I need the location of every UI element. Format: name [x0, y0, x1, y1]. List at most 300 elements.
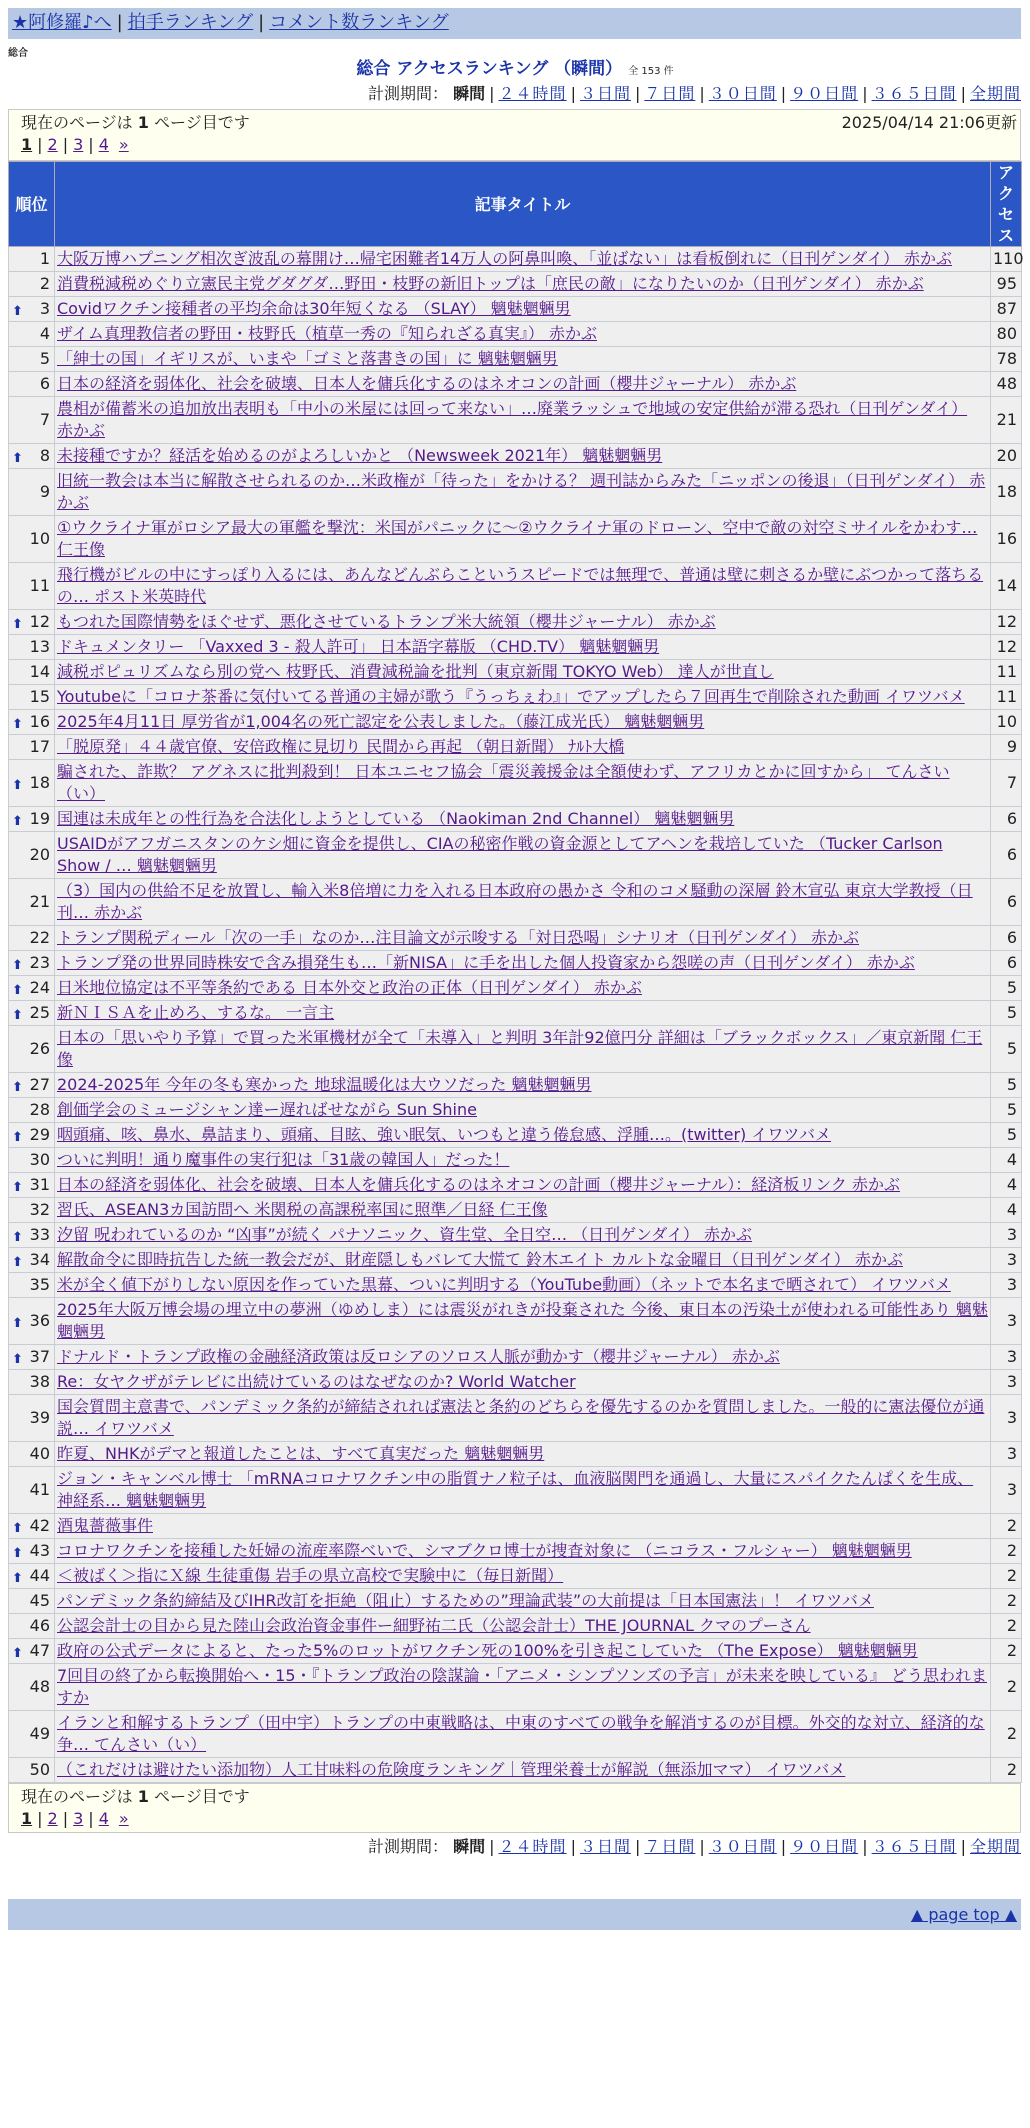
article-link[interactable]: 未接種ですか？経活を始めるのがよろしいかと （Newsweek 2021年） 魑魅魍魎男	[57, 446, 663, 465]
rank-number: 36	[29, 1311, 50, 1330]
rank-number: 50	[29, 1760, 50, 1779]
rank-cell	[9, 1173, 55, 1198]
table-row	[9, 247, 1022, 272]
table-row	[9, 1001, 1022, 1026]
access-count: 95	[991, 272, 1022, 297]
rank-up-arrow-icon: ⬆	[12, 1316, 23, 1331]
article-link[interactable]: 新ＮＩＳＡを止めろ、するな。 一言主	[57, 1003, 335, 1022]
comment-ranking-link[interactable]: コメント数ランキング	[269, 12, 449, 33]
rank-up-arrow-icon: ⬆	[12, 1130, 23, 1145]
current-page-text: 現在のページは 1 ページ目です	[21, 1787, 250, 1806]
page-top-link[interactable]: ▲ page top ▲	[910, 1905, 1017, 1924]
rank-number: 23	[29, 953, 50, 972]
article-link[interactable]: もつれた国際情勢をほぐせず、悪化させているトランプ米大統領（櫻井ジャーナル） 赤かぶ	[57, 612, 716, 631]
article-link[interactable]: 騙された、詐欺？ アグネスに批判殺到！ 日本ユニセフ協会「震災義援金は全額使わず、アフリカとかに回すから」 てんさい（い）	[57, 762, 950, 803]
access-count: 3	[991, 1370, 1022, 1395]
title-cell	[55, 1614, 991, 1639]
table-row	[9, 926, 1022, 951]
period-link-all[interactable]: 全期間	[969, 84, 1021, 103]
article-link[interactable]: 日本の「思いやり予算」で買った米軍機材が全て「未導入」と判明 3年計92億円分 詳細は「ブラックボックス」／東京新聞 仁王像	[57, 1028, 983, 1069]
title-cell	[55, 685, 991, 710]
ranking-table	[8, 161, 1022, 1783]
rank-cell	[9, 1711, 55, 1758]
article-link[interactable]: 政府の公式データによると、たった5%のロットがワクチン死の100%を引き起こしていた （The Expose） 魑魅魍魎男	[57, 1641, 918, 1660]
table-row	[9, 1395, 1022, 1442]
title-cell	[55, 879, 991, 926]
period-link-365d[interactable]: ３６５日間	[871, 1837, 957, 1856]
article-link[interactable]: 2025年大阪万博会場の埋立中の夢洲（ゆめしま）には震災がれきが投棄された 今後、東日本の汚染土が使われる可能性あり 魑魅魍魎男	[57, 1300, 988, 1341]
title-cell	[55, 1564, 991, 1589]
rank-number: 30	[29, 1150, 50, 1169]
article-link[interactable]: ＜被ばく＞指にＸ線 生徒重傷 岩手の県立高校で実験中に（毎日新聞）	[57, 1566, 564, 1585]
rank-cell	[9, 297, 55, 322]
page-link-2[interactable]: 2	[47, 135, 58, 154]
table-row	[9, 832, 1022, 879]
rank-number: 20	[29, 845, 50, 864]
title-cell	[55, 469, 991, 516]
rank-number: 11	[29, 576, 50, 595]
title-cell	[55, 1395, 991, 1442]
article-link[interactable]: 国会質問主意書で、パンデミック条約が締結されれば憲法と条約のどちらを優先するのかを質問しました。一般的に憲法優位が通説… イワツバメ	[57, 1397, 985, 1438]
article-link[interactable]: トランプ発の世界同時株安で含み損発生も…「新NISA」に手を出した個人投資家から怨嗟の声（日刊ゲンダイ） 赤かぶ	[57, 953, 915, 972]
access-count: 14	[991, 563, 1022, 610]
page-link-4[interactable]: 4	[98, 1809, 109, 1828]
rank-cell	[9, 976, 55, 1001]
table-row	[9, 347, 1022, 372]
table-row	[9, 297, 1022, 322]
article-link[interactable]: 農相が備蓄米の追加放出表明も「中小の米屋には回って来ない」…廃業ラッシュで地域の安定供給が滞る恐れ（日刊ゲンダイ） 赤かぶ	[57, 399, 968, 440]
access-count: 2	[991, 1711, 1022, 1758]
title-cell	[55, 1711, 991, 1758]
access-count: 3	[991, 1395, 1022, 1442]
rank-cell	[9, 1442, 55, 1467]
rank-number: 3	[39, 299, 50, 318]
rank-number: 17	[29, 737, 50, 756]
access-count: 4	[991, 1173, 1022, 1198]
access-count: 6	[991, 807, 1022, 832]
col-access-header: アクセス	[991, 162, 1022, 247]
access-count: 3	[991, 1248, 1022, 1273]
rank-cell	[9, 951, 55, 976]
title-cell	[55, 951, 991, 976]
title-cell	[55, 1514, 991, 1539]
table-row	[9, 1370, 1022, 1395]
col-rank-header: 順位	[9, 162, 55, 247]
article-link[interactable]: 日本の経済を弱体化、社会を破壊、日本人を傭兵化するのはネオコンの計画（櫻井ジャーナル）：経済板リンク 赤かぶ	[57, 1175, 901, 1194]
rank-cell	[9, 1298, 55, 1345]
rank-cell	[9, 685, 55, 710]
article-link[interactable]: 国連は未成年との性行為を合法化しようとしている （Naokiman 2nd Channel） 魑魅魍魎男	[57, 809, 735, 828]
rank-number: 33	[29, 1225, 50, 1244]
pager-bottom	[8, 1783, 1021, 1833]
rank-cell	[9, 444, 55, 469]
title-cell	[55, 807, 991, 832]
access-count: 87	[991, 297, 1022, 322]
access-count: 11	[991, 660, 1022, 685]
article-link[interactable]: トランプ関税ディール「次の一手」なのか…注目論文が示唆する「対日恐喝」シナリオ（日刊ゲンダイ） 赤かぶ	[57, 928, 860, 947]
period-link-7d[interactable]: ７日間	[644, 1837, 696, 1856]
current-page-text: 現在のページは 1 ページ目です	[21, 113, 250, 132]
title-cell	[55, 1198, 991, 1223]
title-cell	[55, 1026, 991, 1073]
access-count: 6	[991, 951, 1022, 976]
article-link[interactable]: 創価学会のミュージシャン達ー遅ればせながら Sun Shine	[57, 1100, 477, 1119]
article-link[interactable]: パンデミック条約締結及びIHR改訂を拒絶（阻止）するための”理論武装”の大前提は「日本国憲法」！ イワツバメ	[57, 1591, 874, 1610]
title-cell	[55, 1758, 991, 1783]
title-cell	[55, 444, 991, 469]
table-row	[9, 1467, 1022, 1514]
rank-cell	[9, 1073, 55, 1098]
article-link[interactable]: 2024-2025年 今年の冬も寒かった 地球温暖化は大ウソだった 魑魅魍魎男	[57, 1075, 592, 1094]
period-link-3d[interactable]: ３日間	[579, 84, 631, 103]
title-cell	[55, 1370, 991, 1395]
period-selector-top: 計測期間： 瞬間 | ２４時間 | ３日間 | ７日間 | ３０日間 | ９０日間 | ３６５日間 | 全期間	[368, 84, 1021, 103]
table-row	[9, 635, 1022, 660]
rank-cell	[9, 372, 55, 397]
title-cell	[55, 832, 991, 879]
article-link[interactable]: 「脱原発」４４歳官僚、安倍政権に見切り 民間から再起 （朝日新聞） ﾅﾙﾄ大橋	[57, 737, 625, 756]
access-count: 6	[991, 832, 1022, 879]
rank-number: 43	[29, 1541, 50, 1560]
rank-number: 29	[29, 1125, 50, 1144]
article-link[interactable]: 旧統一教会は本当に解散させられるのか…米政権が「待った」をかける？ 週刊誌からみた「ニッポンの後退」（日刊ゲンダイ） 赤かぶ	[57, 471, 986, 512]
rank-number: 12	[29, 612, 50, 631]
rank-cell	[9, 1564, 55, 1589]
period-link-all[interactable]: 全期間	[969, 1837, 1021, 1856]
rank-number: 9	[39, 482, 50, 501]
access-count: 5	[991, 1123, 1022, 1148]
ranking-title: 総合 アクセスランキング （瞬間）	[356, 59, 623, 79]
period-current: 瞬間	[453, 1837, 486, 1856]
access-count: 6	[991, 879, 1022, 926]
rank-cell	[9, 1148, 55, 1173]
access-count: 2	[991, 1514, 1022, 1539]
rank-cell	[9, 1198, 55, 1223]
rank-number: 41	[29, 1480, 50, 1499]
table-row	[9, 1123, 1022, 1148]
access-count: 4	[991, 1198, 1022, 1223]
rank-number: 44	[29, 1566, 50, 1585]
table-row	[9, 951, 1022, 976]
rank-number: 31	[29, 1175, 50, 1194]
access-count: 3	[991, 1467, 1022, 1514]
article-link[interactable]: 解散命令に即時抗告した統一教会だが、財産隠しもバレて大慌て 鈴木エイト カルトな金曜日（日刊ゲンダイ） 赤かぶ	[57, 1250, 903, 1269]
period-link-3d[interactable]: ３日間	[579, 1837, 631, 1856]
table-row	[9, 1223, 1022, 1248]
table-row	[9, 272, 1022, 297]
article-link[interactable]: 習氏、ASEAN3カ国訪問へ 米関税の高課税率国に照準／日経 仁王像	[57, 1200, 548, 1219]
period-selector-bottom: 計測期間： 瞬間 | ２４時間 | ３日間 | ７日間 | ３０日間 | ９０日間 | ３６５日間 | 全期間	[368, 1837, 1021, 1856]
title-cell	[55, 1098, 991, 1123]
rank-cell	[9, 1001, 55, 1026]
period-link-90d[interactable]: ９０日間	[790, 1837, 859, 1856]
table-row	[9, 1639, 1022, 1664]
article-link[interactable]: 減税ポピュリズムなら別の党へ 枝野氏、消費減税論を批判（東京新聞 TOKYO Web） 達人が世直し	[57, 662, 774, 681]
rank-cell	[9, 563, 55, 610]
applause-ranking-link[interactable]: 拍手ランキング	[127, 12, 254, 33]
rank-up-arrow-icon: ⬆	[12, 1008, 23, 1023]
rank-up-arrow-icon: ⬆	[12, 1230, 23, 1245]
title-cell	[55, 247, 991, 272]
rank-cell	[9, 347, 55, 372]
access-count: 2	[991, 1589, 1022, 1614]
table-row	[9, 760, 1022, 807]
separator: |	[116, 12, 123, 33]
rank-up-arrow-icon: ⬆	[12, 958, 23, 973]
rank-cell	[9, 807, 55, 832]
rank-number: 15	[29, 687, 50, 706]
rank-cell	[9, 1614, 55, 1639]
access-count: 5	[991, 1026, 1022, 1073]
rank-up-arrow-icon: ⬆	[12, 778, 23, 793]
rank-number: 7	[39, 410, 50, 429]
access-count: 48	[991, 372, 1022, 397]
article-link[interactable]: 酒鬼薔薇事件	[57, 1516, 154, 1535]
table-row	[9, 807, 1022, 832]
rank-cell	[9, 1664, 55, 1711]
rank-cell	[9, 1248, 55, 1273]
access-count: 110	[991, 247, 1022, 272]
rank-cell	[9, 879, 55, 926]
rank-up-arrow-icon: ⬆	[12, 1080, 23, 1095]
table-row	[9, 1298, 1022, 1345]
rank-number: 47	[29, 1641, 50, 1660]
rank-up-arrow-icon: ⬆	[12, 1352, 23, 1367]
access-count: 2	[991, 1539, 1022, 1564]
rank-up-arrow-icon: ⬆	[12, 1646, 23, 1661]
rank-up-arrow-icon: ⬆	[12, 1571, 23, 1586]
rank-cell	[9, 1589, 55, 1614]
rank-cell	[9, 397, 55, 444]
rank-number: 39	[29, 1408, 50, 1427]
rank-number: 16	[29, 712, 50, 731]
pager-top	[8, 109, 1021, 161]
access-count: 2	[991, 1639, 1022, 1664]
rank-up-arrow-icon: ⬆	[12, 1546, 23, 1561]
period-link-7d[interactable]: ７日間	[644, 84, 696, 103]
access-count: 5	[991, 1073, 1022, 1098]
article-link[interactable]: ザイム真理教信者の野田・枝野氏（植草一秀の『知られざる真実』） 赤かぶ	[57, 324, 597, 343]
access-count: 16	[991, 516, 1022, 563]
rank-cell	[9, 247, 55, 272]
rank-cell	[9, 1026, 55, 1073]
rank-cell	[9, 1539, 55, 1564]
table-row	[9, 610, 1022, 635]
page-next-link[interactable]: »	[118, 135, 129, 154]
rank-up-arrow-icon: ⬆	[12, 717, 23, 732]
title-cell	[55, 735, 991, 760]
access-count: 2	[991, 1758, 1022, 1783]
rank-number: 22	[29, 928, 50, 947]
title-cell	[55, 347, 991, 372]
bottom-bar	[8, 1899, 1021, 1930]
article-link[interactable]: 汐留 呪われているのか “凶事”が続く パナソニック、資生堂、全日空… （日刊ゲンダイ） 赤かぶ	[57, 1225, 752, 1244]
rank-number: 38	[29, 1372, 50, 1391]
rank-cell	[9, 1223, 55, 1248]
access-count: 3	[991, 1223, 1022, 1248]
page-link-3[interactable]: 3	[73, 135, 84, 154]
title-cell	[55, 1639, 991, 1664]
article-link[interactable]: 7回目の終了から転換開始へ・15・『トランプ政治の陰謀論・「アニメ・シンプソンズの予言」が未来を映している』 どう思われますか	[57, 1666, 987, 1707]
rank-cell	[9, 610, 55, 635]
article-link[interactable]: ①ウクライナ軍がロシア最大の軍艦を撃沈：米国がパニックに〜②ウクライナ軍のドローン、空中で敵の対空ミサイルをかわす… 仁王像	[57, 518, 978, 559]
title-cell	[55, 976, 991, 1001]
rank-up-arrow-icon: ⬆	[12, 814, 23, 829]
table-row	[9, 1073, 1022, 1098]
table-row	[9, 735, 1022, 760]
home-link[interactable]: ★阿修羅♪へ	[12, 12, 112, 33]
table-row	[9, 1273, 1022, 1298]
table-row	[9, 1711, 1022, 1758]
article-link[interactable]: 消費税減税めぐり立憲民主党グダグダ…野田・枝野の新旧トップは「庶民の敵」になりたいのか（日刊ゲンダイ） 赤かぶ	[57, 274, 924, 293]
rank-number: 40	[29, 1444, 50, 1463]
rank-cell	[9, 1370, 55, 1395]
page-link-2[interactable]: 2	[47, 1809, 58, 1828]
rank-up-arrow-icon: ⬆	[12, 1255, 23, 1270]
rank-cell	[9, 760, 55, 807]
title-cell	[55, 397, 991, 444]
period-label: 計測期間：	[368, 1837, 449, 1856]
rank-cell	[9, 710, 55, 735]
access-count: 3	[991, 1273, 1022, 1298]
table-header-row	[9, 162, 1022, 247]
article-link[interactable]: Covidワクチン接種者の平均余命は30年短くなる （SLAY） 魑魅魍魎男	[57, 299, 571, 318]
table-row	[9, 660, 1022, 685]
article-link[interactable]: Re：女ヤクザがテレビに出続けているのはなぜなのか? World Watcher	[57, 1372, 576, 1391]
period-link-24h[interactable]: ２４時間	[498, 84, 567, 103]
rank-number: 45	[29, 1591, 50, 1610]
table-row	[9, 372, 1022, 397]
rank-number: 48	[29, 1677, 50, 1696]
rank-cell	[9, 1098, 55, 1123]
article-link[interactable]: Youtubeに「コロナ茶番に気付いてる普通の主婦が歌う『うっちぇわ』」でアップしたら７回再生で削除された動画 イワツバメ	[57, 687, 965, 706]
article-link[interactable]: コロナワクチンを接種した妊婦の流産率際べいで、シマブクロ博士が捜査対象に （ニコラス・フルシャー） 魑魅魍魎男	[57, 1541, 912, 1560]
article-link[interactable]: ジョン・キャンベル博士 「mRNAコロナワクチン中の脂質ナノ粒子は、血液脳関門を通過し、大量にスパイクたんぱくを生成、神経系… 魑魅魍魎男	[57, 1469, 974, 1510]
rank-number: 49	[29, 1724, 50, 1743]
title-cell	[55, 710, 991, 735]
rank-up-arrow-icon: ⬆	[12, 983, 23, 998]
updated-timestamp: 2025/04/14 21:06更新	[841, 113, 1017, 132]
article-link[interactable]: 大阪万博ハプニング相次ぎ波乱の幕開け…帰宅困難者14万人の阿鼻叫喚、「並ばない」は看板倒れに（日刊ゲンダイ） 赤かぶ	[57, 249, 953, 268]
table-row	[9, 444, 1022, 469]
table-row	[9, 1442, 1022, 1467]
title-cell	[55, 1442, 991, 1467]
page-next-link[interactable]: »	[118, 1809, 129, 1828]
rank-number: 4	[39, 324, 50, 343]
article-link[interactable]: ドキュメンタリー 「Vaxxed 3 - 殺人許可」 日本語字幕版 （CHD.TV） 魑魅魍魎男	[57, 637, 660, 656]
rank-up-arrow-icon: ⬆	[12, 1180, 23, 1195]
period-link-90d[interactable]: ９０日間	[790, 84, 859, 103]
table-row	[9, 1664, 1022, 1711]
rank-number: 8	[39, 446, 50, 465]
access-count: 5	[991, 976, 1022, 1001]
article-link[interactable]: 米が全く値下がりしない原因を作っていた黒幕、ついに判明する（YouTube動画）（ネットで本名まで晒されて） イワツバメ	[57, 1275, 951, 1294]
page-current: 1	[21, 135, 33, 154]
table-row	[9, 322, 1022, 347]
item-count: 全 153 件	[628, 66, 674, 77]
rank-number: 46	[29, 1616, 50, 1635]
title-cell	[55, 1664, 991, 1711]
access-count: 5	[991, 1098, 1022, 1123]
access-count: 3	[991, 1345, 1022, 1370]
article-link[interactable]: ついに判明！通り魔事件の実行犯は「31歳の韓国人」だった！	[57, 1150, 510, 1169]
title-cell	[55, 1123, 991, 1148]
rank-cell	[9, 1514, 55, 1539]
table-row	[9, 976, 1022, 1001]
page-links: 1 | 2 | 3 | 4 »	[21, 135, 129, 154]
top-nav-bar	[8, 8, 1021, 39]
title-cell	[55, 516, 991, 563]
rank-number: 5	[39, 349, 50, 368]
rank-cell	[9, 516, 55, 563]
rank-number: 35	[29, 1275, 50, 1294]
ranking-rows	[9, 247, 1022, 1783]
rank-number: 25	[29, 1003, 50, 1022]
table-row	[9, 516, 1022, 563]
table-row	[9, 397, 1022, 444]
article-link[interactable]: 飛行機がビルの中にすっぽり入るには、あんなどんぶらこというスピードでは無理で、普通は壁に刺さるか壁にぶつかって落ちるの… ポスト米英時代	[57, 565, 984, 606]
article-link[interactable]: ドナルド・トランプ政権の金融経済政策は反ロシアのソロス人脈が動かす（櫻井ジャーナル） 赤かぶ	[57, 1347, 780, 1366]
title-cell	[55, 1345, 991, 1370]
title-cell	[55, 1467, 991, 1514]
article-link[interactable]: 2025年4月11日 厚労省が1,004名の死亡認定を公表しました。（藤江成光氏） 魑魅魍魎男	[57, 712, 705, 731]
title-cell	[55, 1073, 991, 1098]
article-link[interactable]: 公認会計士の目から見た陸山会政治資金事件ー細野祐二氏（公認会計士）THE JOURNAL クマのプーさん	[57, 1616, 811, 1635]
article-link[interactable]: （3）国内の供給不足を放置し、輸入米8倍増に力を入れる日本政府の愚かさ 令和のコメ騒動の深層 鈴木宣弘 東京大学教授（日刊… 赤かぶ	[57, 881, 973, 922]
access-count: 21	[991, 397, 1022, 444]
table-row	[9, 1514, 1022, 1539]
access-count: 6	[991, 926, 1022, 951]
rank-number: 26	[29, 1039, 50, 1058]
rank-cell	[9, 1467, 55, 1514]
access-count: 3	[991, 1298, 1022, 1345]
title-cell	[55, 1148, 991, 1173]
page-current: 1	[21, 1809, 33, 1828]
rank-cell	[9, 1345, 55, 1370]
page-link-3[interactable]: 3	[73, 1809, 84, 1828]
article-link[interactable]: 昨夏、NHKがデマと報道したことは、すべて真実だった 魑魅魍魎男	[57, 1444, 545, 1463]
table-row	[9, 469, 1022, 516]
period-label: 計測期間：	[368, 84, 449, 103]
table-row	[9, 1564, 1022, 1589]
access-count: 2	[991, 1614, 1022, 1639]
title-cell	[55, 610, 991, 635]
article-link[interactable]: 「紳士の国」イギリスが、いまや「ゴミと落書きの国」に 魑魅魍魎男	[57, 349, 558, 368]
period-link-365d[interactable]: ３６５日間	[871, 84, 957, 103]
article-link[interactable]: 咽頭痛、咳、鼻水、鼻詰まり、頭痛、目眩、強い眠気、いつもと違う倦怠感、浮腫…。(twitter) イワツバメ	[57, 1125, 832, 1144]
rank-up-arrow-icon: ⬆	[12, 1521, 23, 1536]
access-count: 20	[991, 444, 1022, 469]
article-link[interactable]: （これだけは避けたい添加物）人工甘味料の危険度ランキング｜管理栄養士が解説（無添加ママ） イワツバメ	[57, 1760, 846, 1779]
article-link[interactable]: USAIDがアフガニスタンのケシ畑に資金を提供し、CIAの秘密作戦の資金源としてアヘンを栽培していた （Tucker Carlson Show / … 魑魅魍魎男	[57, 834, 943, 875]
rank-cell	[9, 1273, 55, 1298]
access-count: 5	[991, 1001, 1022, 1026]
title-cell	[55, 1273, 991, 1298]
article-link[interactable]: イランと和解するトランプ（田中宇）トランプの中東戦略は、中東のすべての戦争を解消するのが目標。外交的な対立、経済的な争… てんさい（い）	[57, 1713, 985, 1754]
title-cell	[55, 1001, 991, 1026]
table-row	[9, 563, 1022, 610]
period-link-30d[interactable]: ３０日間	[708, 84, 777, 103]
rank-cell	[9, 1395, 55, 1442]
period-link-24h[interactable]: ２４時間	[498, 1837, 567, 1856]
title-cell	[55, 760, 991, 807]
period-link-30d[interactable]: ３０日間	[708, 1837, 777, 1856]
page-link-4[interactable]: 4	[98, 135, 109, 154]
table-row	[9, 1173, 1022, 1198]
title-cell	[55, 660, 991, 685]
article-link[interactable]: 日米地位協定は不平等条約である 日本外交と政治の正体（日刊ゲンダイ） 赤かぶ	[57, 978, 642, 997]
article-link[interactable]: 日本の経済を弱体化、社会を破壊、日本人を傭兵化するのはネオコンの計画（櫻井ジャーナル） 赤かぶ	[57, 374, 797, 393]
